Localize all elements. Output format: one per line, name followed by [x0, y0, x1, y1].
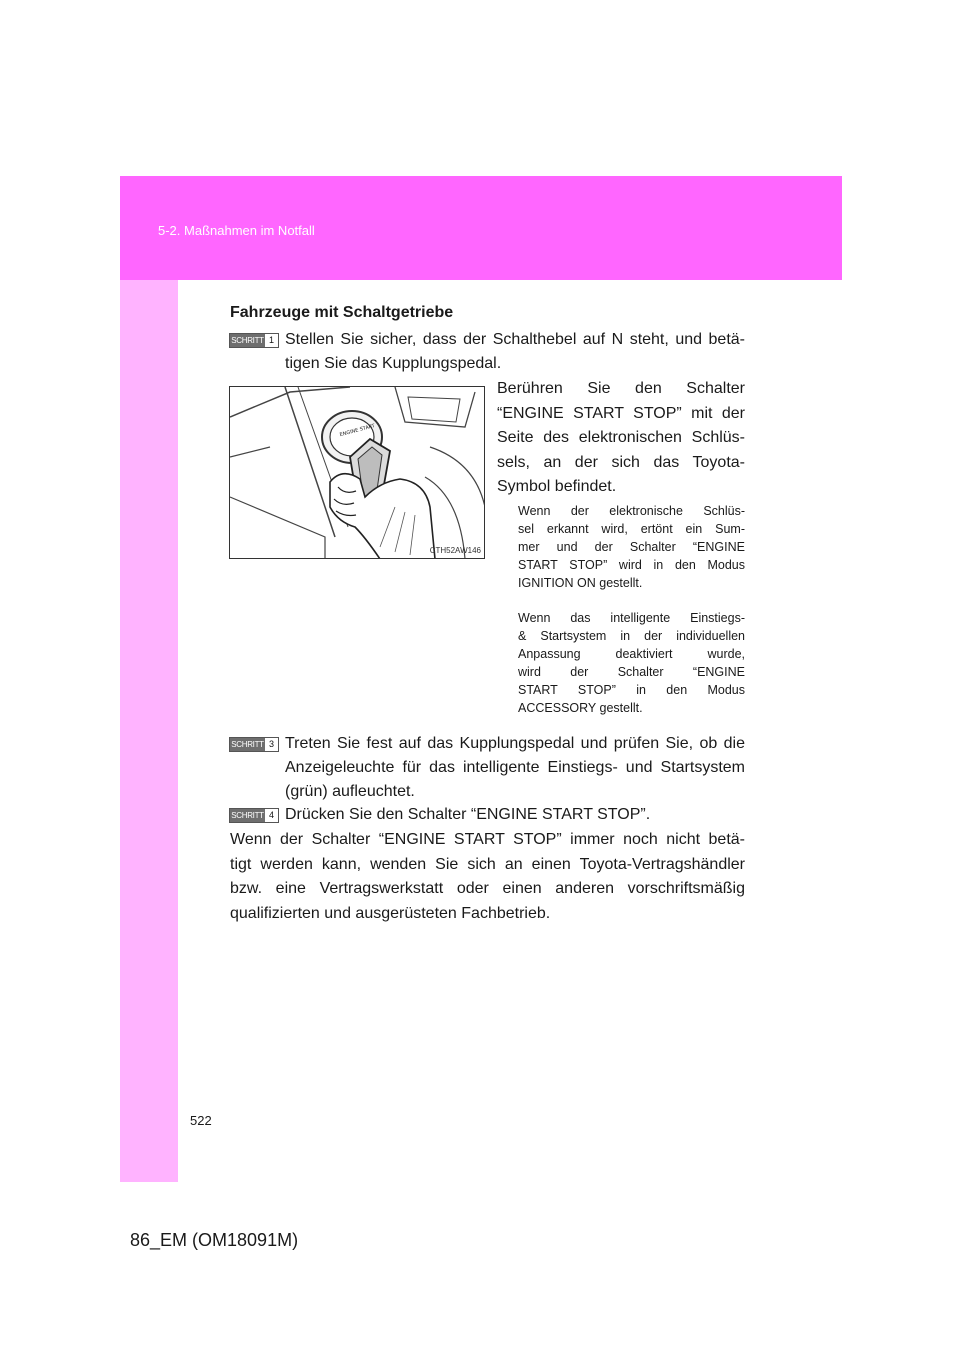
text-line: START STOP” in den Modus — [518, 683, 745, 697]
section-heading: Fahrzeuge mit Schaltgetriebe — [230, 304, 454, 321]
step-2-text — [497, 377, 745, 500]
footer-code: 86_EM (OM18091M) — [130, 1230, 299, 1250]
step-4-text — [285, 803, 745, 827]
text-line: Berühren Sie den Schalter — [497, 380, 745, 397]
text-line: Symbol befindet. — [497, 478, 617, 495]
text-line: START STOP” wird in den Modus — [518, 558, 745, 572]
text-line: Anpassung deaktiviert wurde, — [518, 647, 745, 661]
step-3-text — [285, 732, 745, 804]
step-number: 1 — [265, 334, 278, 347]
text-line: Seite des elektronischen Schlüs- — [497, 429, 745, 446]
text-line: sel erkannt wird, ertönt ein Sum- — [518, 522, 745, 536]
page-number: 522 — [190, 1113, 212, 1128]
note-1 — [518, 502, 745, 592]
text-line: (grün) aufleuchtet. — [285, 783, 415, 800]
note-2 — [518, 609, 745, 717]
text-line: ACCESSORY gestellt. — [518, 701, 643, 715]
text-line: mer und der Schalter “ENGINE — [518, 540, 745, 554]
text-line: Wenn das intelligente Einstiegs- — [518, 611, 745, 625]
text-line: qualifizierten und ausgerüsteten Fachbetrieb. — [230, 904, 551, 922]
step-badge-4 — [229, 808, 279, 823]
step-badge-3 — [229, 737, 279, 752]
text-line: IGNITION ON gestellt. — [518, 576, 643, 590]
text-line: tigen Sie das Kupplungspedal. — [285, 355, 502, 372]
step-number: 4 — [265, 809, 278, 822]
text-line: Drücken Sie den Schalter “ENGINE START STOP”. — [285, 806, 651, 823]
text-line: Treten Sie fest auf das Kupplungspedal und prüfen Sie, ob die — [285, 735, 745, 752]
text-line: Stellen Sie sicher, dass der Schalthebel auf N steht, und betä- — [285, 331, 745, 348]
text-line: “ENGINE START STOP” mit der — [497, 404, 745, 422]
text-line: sels, an der sich das Toyota- — [497, 453, 745, 471]
step-badge-1 — [229, 333, 279, 348]
text-line: wird der Schalter “ENGINE — [518, 665, 745, 679]
closing-paragraph — [230, 828, 745, 926]
text-line: Anzeigeleuchte für das intelligente Einstiegs- und Startsystem — [285, 759, 745, 776]
chapter-header-band — [120, 176, 842, 280]
illustration-key-fob-touch — [229, 386, 485, 559]
text-line: Wenn der elektronische Schlüs- — [518, 504, 745, 518]
side-strip — [120, 280, 178, 1182]
text-line: Wenn der Schalter “ENGINE START STOP” immer noch nicht betä- — [230, 831, 745, 848]
step-word: SCHRITT — [231, 811, 264, 820]
text-line: & Startsystem in der individuellen — [518, 629, 745, 643]
figure-code: CTH52AW146 — [429, 546, 481, 555]
step-word: SCHRITT — [231, 336, 264, 345]
text-line: bzw. eine Vertragswerkstatt oder einen anderen vorschriftsmäßig — [230, 880, 745, 897]
engine-start-label: ENGINE START — [339, 423, 376, 439]
section-title: 5-2. Maßnahmen im Notfall — [158, 223, 315, 238]
step-1-text — [285, 328, 745, 376]
step-word: SCHRITT — [231, 740, 264, 749]
hand-key-illustration — [230, 387, 485, 559]
step-number: 3 — [265, 738, 278, 751]
text-line: tigt werden kann, wenden Sie sich an einen Toyota-Vertragshändler — [230, 855, 745, 873]
